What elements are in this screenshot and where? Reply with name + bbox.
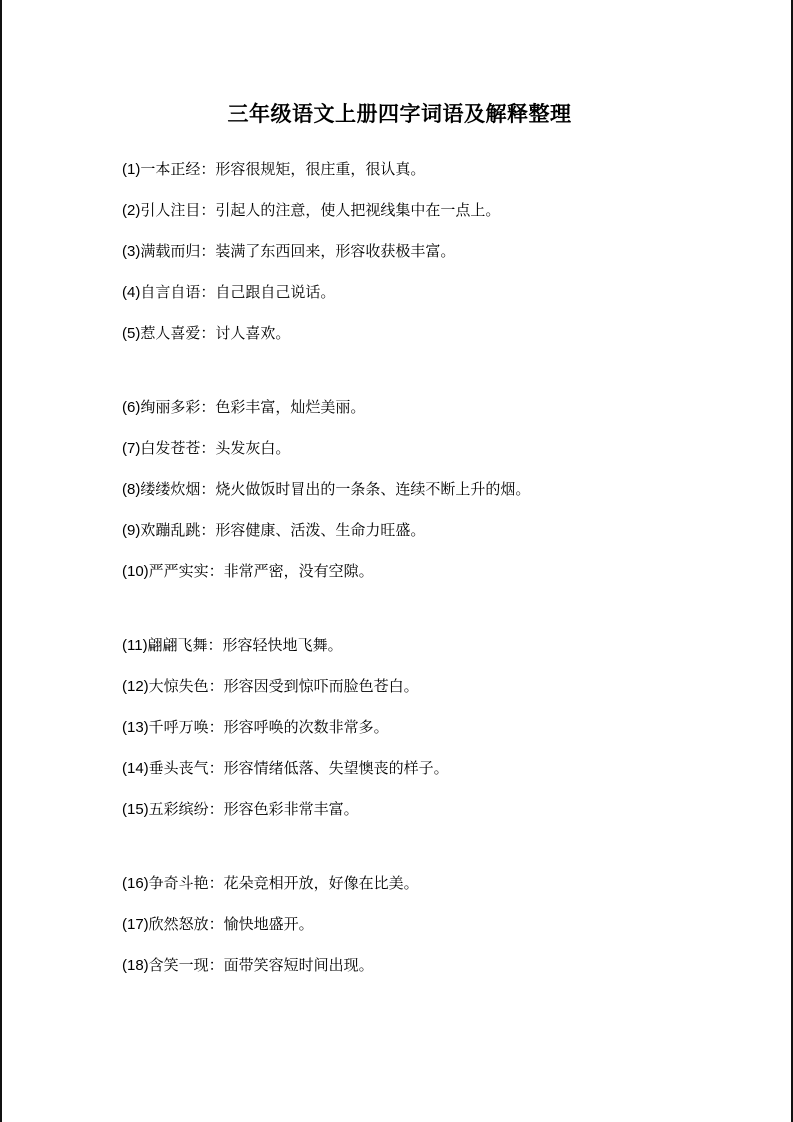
entry-item: (5)惹人喜爱：讨人喜欢。	[122, 325, 291, 343]
entry-item: (6)绚丽多彩：色彩丰富，灿烂美丽。	[122, 399, 366, 417]
entry-item: (16)争奇斗艳：花朵竞相开放，好像在比美。	[122, 875, 419, 893]
document-content	[2, 0, 793, 996]
entry-item: (15)五彩缤纷：形容色彩非常丰富。	[122, 801, 359, 819]
entry-group-1	[122, 159, 677, 346]
entry-item: (9)欢蹦乱跳：形容健康、活泼、生命力旺盛。	[122, 522, 426, 540]
entry-item: (10)严严实实：非常严密，没有空隙。	[122, 563, 374, 581]
word-entry-list	[122, 159, 677, 978]
entry-group-2	[122, 397, 677, 584]
entry-item: (4)自言自语：自己跟自己说话。	[122, 284, 336, 302]
entry-item: (13)千呼万唤：形容呼唤的次数非常多。	[122, 719, 389, 737]
entry-group-3	[122, 635, 677, 822]
group-separator	[122, 840, 677, 873]
entry-item: (7)白发苍苍：头发灰白。	[122, 440, 291, 458]
group-separator	[122, 602, 677, 635]
group-separator	[122, 364, 677, 397]
page-title: 三年级语文上册四字词语及解释整理	[227, 103, 572, 126]
entry-item: (14)垂头丧气：形容情绪低落、失望懊丧的样子。	[122, 760, 449, 778]
entry-item: (1)一本正经：形容很规矩，很庄重，很认真。	[122, 161, 426, 179]
entry-group-4	[122, 873, 677, 978]
entry-item: (17)欣然怒放：愉快地盛开。	[122, 916, 314, 934]
entry-item: (2)引人注目：引起人的注意，使人把视线集中在一点上。	[122, 202, 501, 220]
entry-item: (11)翩翩飞舞：形容轻快地飞舞。	[122, 637, 343, 655]
entry-item: (3)满载而归：装满了东西回来，形容收获极丰富。	[122, 243, 456, 261]
entry-item: (18)含笑一现：面带笑容短时间出现。	[122, 957, 374, 975]
entry-item: (8)缕缕炊烟：烧火做饭时冒出的一条条、连续不断上升的烟。	[122, 481, 531, 499]
entry-item: (12)大惊失色：形容因受到惊吓而脸色苍白。	[122, 678, 419, 696]
